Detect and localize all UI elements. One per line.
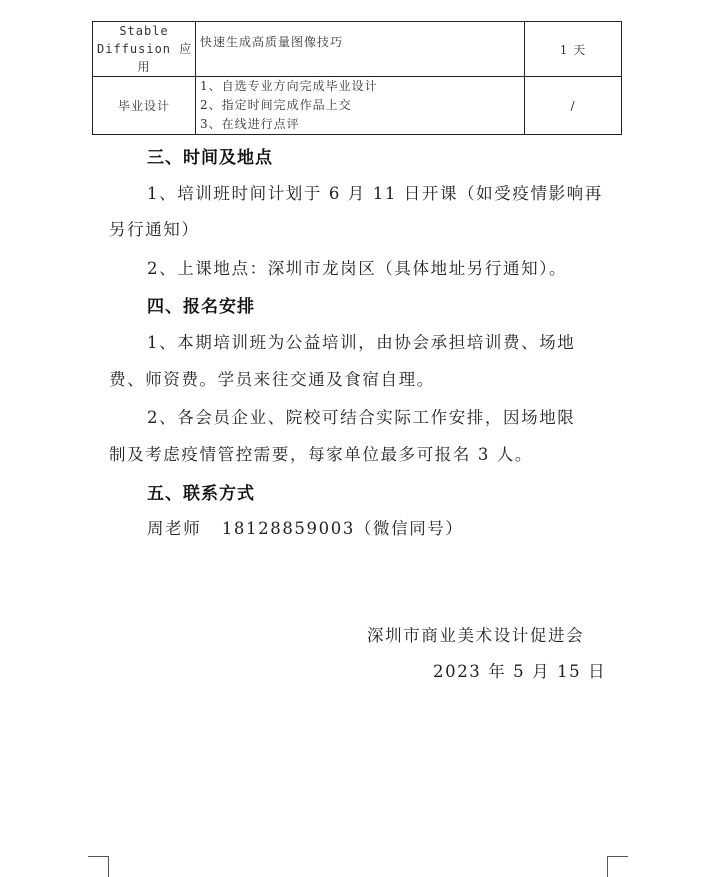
paragraph-line: 2、上课地点：深圳市龙岗区（具体地址另行通知）。 — [147, 259, 568, 278]
module-line: Diffusion 应 — [97, 42, 193, 56]
paragraph-line: 制及考虑疫情管控需要，每家单位最多可报名 3 人。 — [109, 445, 533, 464]
page-corner-mark — [607, 856, 628, 877]
content-line: 1、自选专业方向完成毕业设计 — [200, 79, 378, 93]
paragraph-line: 费、师资费。学员来往交通及食宿自理。 — [109, 370, 435, 389]
signature-date: 2023 年 5 月 15 日 — [433, 662, 607, 681]
section-heading-registration: 四、报名安排 — [147, 297, 255, 317]
content-cell — [196, 22, 525, 77]
paragraph-line: 2、各会员企业、院校可结合实际工作安排，因场地限 — [147, 408, 576, 427]
paragraph-line: 1、本期培训班为公益培训，由协会承担培训费、场地 — [147, 333, 576, 352]
paragraph-line: 另行通知） — [109, 220, 200, 239]
paragraph-line: 1、培训班时间计划于 6 月 11 日开课（如受疫情影响再 — [147, 184, 603, 203]
section-heading-time-place: 三、时间及地点 — [147, 148, 273, 168]
module-line: Stable — [119, 24, 169, 38]
course-table — [92, 21, 622, 135]
module-cell — [93, 77, 196, 135]
section-heading-contact: 五、联系方式 — [147, 484, 255, 504]
duration-cell: / — [525, 77, 622, 135]
module-line: 毕业设计 — [117, 98, 170, 113]
content-line: 快速生成高质量图像技巧 — [200, 34, 344, 49]
table-row — [93, 22, 622, 77]
signature-org: 深圳市商业美术设计促进会 — [367, 626, 585, 645]
content-line: 2、指定时间完成作品上交 — [200, 98, 352, 112]
content-cell — [196, 77, 525, 135]
table-row — [93, 77, 622, 135]
content-line: 3、在线进行点评 — [200, 117, 300, 131]
contact-line: 周老师 18128859003（微信同号） — [147, 519, 464, 538]
page-corner-mark — [88, 856, 109, 877]
module-line: 用 — [137, 60, 151, 74]
duration-cell: 1 天 — [525, 22, 622, 77]
module-cell — [93, 22, 196, 77]
